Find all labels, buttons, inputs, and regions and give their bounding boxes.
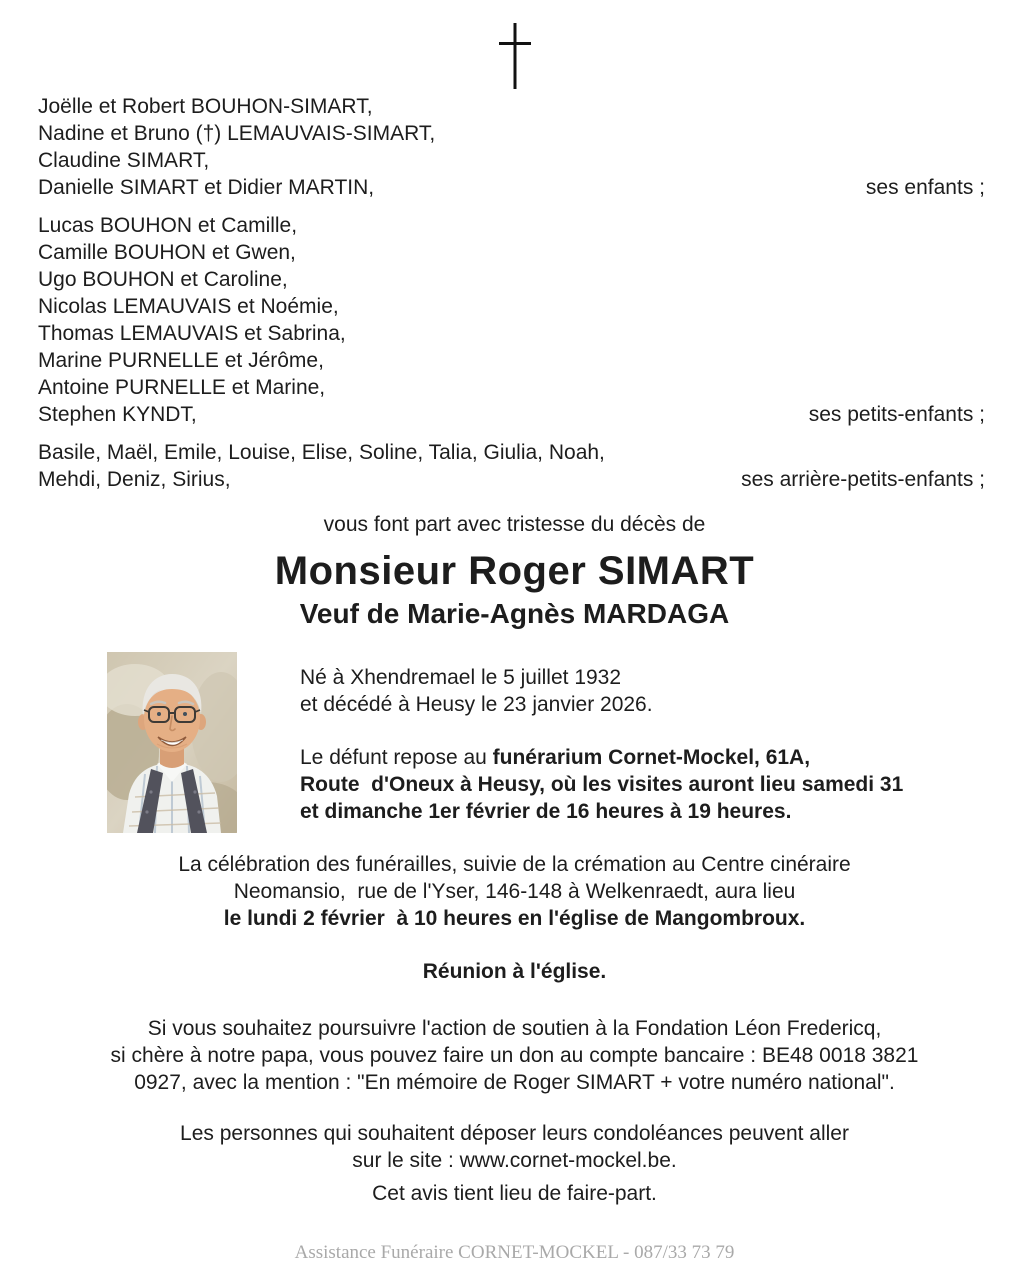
- family-line: Joëlle et Robert BOUHON-SIMART,: [38, 95, 373, 118]
- repose-funerarium: funérarium Cornet-Mockel, 61A,: [492, 746, 811, 769]
- ceremony-line-1: La célébration des funérailles, suivie de la crémation au Centre cinéraire: [178, 853, 851, 876]
- deceased-widower-line: Veuf de Marie-Agnès MARDAGA: [299, 598, 730, 629]
- condolences-section: [0, 1120, 1029, 1174]
- meeting-line: Réunion à l'église.: [422, 960, 607, 983]
- family-line: Antoine PURNELLE et Marine,: [38, 376, 326, 399]
- repose-line-2: Route d'Oneux à Heusy, où les visites auront lieu samedi 31: [300, 773, 904, 796]
- portrait-photo: [107, 652, 237, 833]
- repose-block: [300, 744, 903, 825]
- relation-label-children: ses enfants ;: [865, 176, 985, 199]
- family-line: Lucas BOUHON et Camille,: [38, 214, 298, 237]
- donation-section: [0, 1015, 1029, 1096]
- relation-label-great-grandchildren: ses arrière-petits-enfants ;: [741, 468, 985, 491]
- condolences-website-line: sur le site : www.cornet-mockel.be.: [352, 1149, 677, 1172]
- birth-line: Né à Xhendremael le 5 juillet 1932: [300, 666, 622, 689]
- repose-line-1: [300, 744, 903, 771]
- family-group-children: [38, 93, 985, 201]
- family-line: Basile, Maël, Emile, Louise, Elise, Soline, Talia, Giulia, Noah,: [38, 441, 605, 464]
- repose-line-3: et dimanche 1er février de 16 heures à 19 heures.: [300, 800, 792, 823]
- family-line: Danielle SIMART et Didier MARTIN,: [38, 176, 375, 199]
- ceremony-section: [0, 851, 1029, 932]
- donation-line-2: si chère à notre papa, vous pouvez faire un don au compte bancaire : BE48 0018 3821: [110, 1044, 919, 1067]
- bio-section: [107, 652, 1029, 833]
- family-line: Marine PURNELLE et Jérôme,: [38, 349, 324, 372]
- repose-prefix: Le défunt repose au: [300, 746, 493, 769]
- funeral-home-footer: Assistance Funéraire CORNET-MOCKEL - 087/33 73 79: [294, 1242, 735, 1263]
- condolences-line-1: Les personnes qui souhaitent déposer leurs condoléances peuvent aller: [180, 1122, 849, 1145]
- family-line: Ugo BOUHON et Caroline,: [38, 268, 288, 291]
- family-group-great-grandchildren: [38, 439, 985, 493]
- family-line: Stephen KYNDT,: [38, 403, 197, 426]
- family-line: Nicolas LEMAUVAIS et Noémie,: [38, 295, 339, 318]
- family-line-with-relation: [38, 466, 985, 493]
- family-line: Claudine SIMART,: [38, 149, 210, 172]
- portrait-photo-illustration: [107, 652, 237, 833]
- deceased-name: Monsieur Roger SIMART: [274, 549, 755, 593]
- closing-line: Cet avis tient lieu de faire-part.: [372, 1182, 657, 1205]
- family-group-grandchildren: [38, 212, 985, 428]
- intro-line: vous font part avec tristesse du décès de: [323, 513, 706, 536]
- relation-label-grandchildren: ses petits-enfants ;: [808, 403, 985, 426]
- ceremony-line-2: Neomansio, rue de l'Yser, 146-148 à Welkenraedt, aura lieu: [233, 880, 796, 903]
- bio-text-block: [300, 652, 903, 833]
- family-line: Thomas LEMAUVAIS et Sabrina,: [38, 322, 346, 345]
- cross-icon: [499, 23, 531, 89]
- family-line-with-relation: [38, 174, 985, 201]
- death-line: et décédé à Heusy le 23 janvier 2026.: [300, 693, 653, 716]
- donation-line-1: Si vous souhaitez poursuivre l'action de soutien à la Fondation Léon Fredericq,: [147, 1017, 882, 1040]
- family-line: Nadine et Bruno (†) LEMAUVAIS-SIMART,: [38, 122, 436, 145]
- ceremony-line-3: le lundi 2 février à 10 heures en l'église de Mangombroux.: [223, 907, 806, 930]
- donation-line-3: 0927, avec la mention : "En mémoire de Roger SIMART + votre numéro national".: [134, 1071, 895, 1094]
- family-line-with-relation: [38, 401, 985, 428]
- family-section: [38, 93, 985, 493]
- family-line: Mehdi, Deniz, Sirius,: [38, 468, 231, 491]
- family-line: Camille BOUHON et Gwen,: [38, 241, 296, 264]
